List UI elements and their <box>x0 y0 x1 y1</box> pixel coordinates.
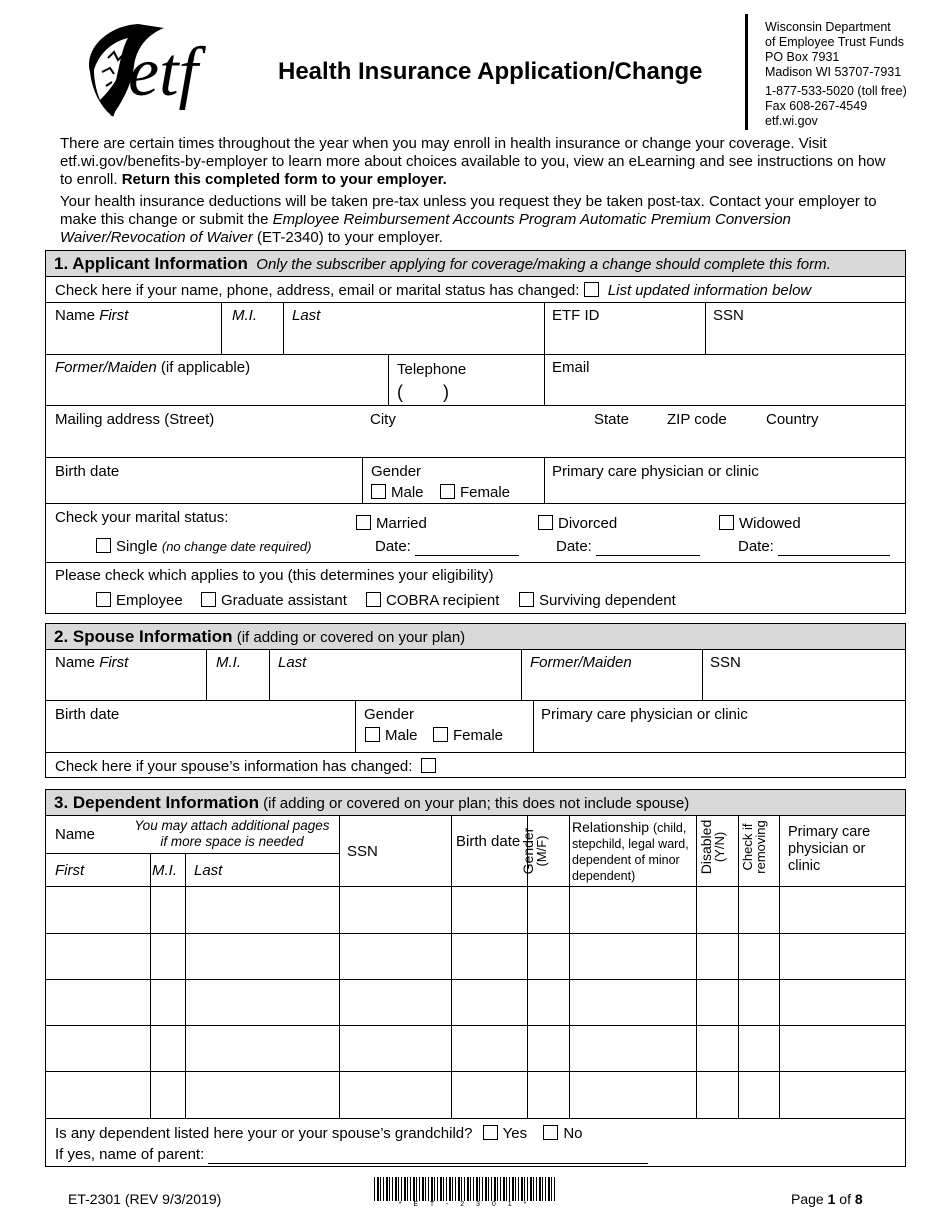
spouse-gender-female[interactable]: Female <box>433 727 503 744</box>
applicant-last-name-field[interactable]: Last <box>292 307 321 324</box>
section1-header: 1. Applicant Information Only the subscriber applying for coverage/making a change should complete this form. <box>45 250 906 277</box>
applicant-etf-id-field[interactable]: ETF ID <box>552 307 600 324</box>
dep-birth-header: Birth date <box>456 833 521 850</box>
dep-row-2[interactable] <box>46 934 905 978</box>
dep-row-1[interactable] <box>46 887 905 932</box>
spouse-first-name-field[interactable]: Name First <box>55 654 129 671</box>
eligibility-surviving-option[interactable]: Surviving dependent <box>519 592 676 609</box>
spouse-pcp-field[interactable]: Primary care physician or clinic <box>541 706 748 723</box>
female-checkbox <box>440 484 455 499</box>
applicant-gender-label: Gender <box>371 463 422 480</box>
male-checkbox <box>371 484 386 499</box>
spouse-birth-date-field[interactable]: Birth date <box>55 706 120 723</box>
single-checkbox <box>96 538 111 553</box>
intro-paragraph-2: Your health insurance deductions will be taken pre-tax unless you request they be taken post-tax. Contact your employer to make this change or submit the Employee Reimbursement Accounts Program Automatic Premium Conversion Waiver/Revocation of Waiver (ET-2340) to your employer. <box>60 193 877 246</box>
applicant-gender-female[interactable]: Female <box>440 484 510 501</box>
dep-pcp-header: Primary care physician or clinic <box>788 824 871 874</box>
divorced-date-field[interactable]: Date: <box>556 538 700 556</box>
dep-attach-note: You may attach additional pages if more space is needed <box>134 818 330 849</box>
etf-logo <box>76 20 251 130</box>
marital-single-option[interactable]: Single (no change date required) <box>96 538 311 555</box>
applicant-changed-checkbox[interactable] <box>584 282 599 297</box>
dep-first-header: First <box>55 862 85 879</box>
spouse-mi-field[interactable]: M.I. <box>216 654 241 671</box>
applicant-mi-field[interactable]: M.I. <box>232 307 257 324</box>
dep-row-3[interactable] <box>46 980 905 1024</box>
logo-text: etf <box>128 34 198 111</box>
header-divider <box>745 14 748 130</box>
applicant-former-name-field[interactable]: Former/Maiden (if applicable) <box>55 359 251 376</box>
married-date-field[interactable]: Date: <box>375 538 519 556</box>
eligibility-grad-option[interactable]: Graduate assistant <box>201 592 347 609</box>
applicant-telephone-field[interactable]: Telephone ( ) <box>397 361 467 402</box>
eligibility-label: Please check which applies to you (this determines your eligibility) <box>55 567 494 584</box>
widowed-checkbox <box>719 515 734 530</box>
divorced-checkbox <box>538 515 553 530</box>
parent-name-field[interactable]: If yes, name of parent: <box>55 1146 648 1164</box>
eligibility-cobra-option[interactable]: COBRA recipient <box>366 592 499 609</box>
grandchild-no[interactable]: No <box>543 1125 582 1142</box>
applicant-state-field[interactable]: State <box>594 411 630 428</box>
dep-last-header: Last <box>194 862 223 879</box>
barcode: * E T - 2 3 0 1 * <box>374 1177 556 1211</box>
applicant-pcp-field[interactable]: Primary care physician or clinic <box>552 463 759 480</box>
marital-widowed-option[interactable]: Widowed <box>719 515 801 532</box>
applicant-zip-field[interactable]: ZIP code <box>667 411 727 428</box>
applicant-birth-date-field[interactable]: Birth date <box>55 463 120 480</box>
applicant-street-field[interactable]: Mailing address (Street) <box>55 411 215 428</box>
applicant-first-name-field[interactable]: Name First <box>55 307 129 324</box>
spouse-gender-male[interactable]: Male <box>365 727 418 744</box>
applicant-country-field[interactable]: Country <box>766 411 819 428</box>
dep-name-header: Name <box>55 826 96 843</box>
dep-gender-header: Gender (M/F) <box>520 827 549 875</box>
section1-box <box>45 276 906 614</box>
section3-header: 3. Dependent Information (if adding or covered on your plan; this does not include spouse) <box>45 789 906 816</box>
dep-disabled-header: Disabled (Y/N) <box>698 819 727 875</box>
marital-divorced-option[interactable]: Divorced <box>538 515 617 532</box>
spouse-changed-label: Check here if your spouse’s information has changed: <box>55 758 441 775</box>
applicant-gender-male[interactable]: Male <box>371 484 424 501</box>
form-id: ET-2301 (REV 9/3/2019) <box>68 1191 222 1207</box>
spouse-ssn-field[interactable]: SSN <box>710 654 741 671</box>
page-number: Page 1 of 8 <box>791 1191 863 1207</box>
dep-ssn-header: SSN <box>347 843 378 860</box>
section2-header: 2. Spouse Information (if adding or covered on your plan) <box>45 623 906 650</box>
dep-relationship-header: Relationship (child, stepchild, legal ward, dependent of minor dependent) <box>572 819 689 883</box>
spouse-changed-checkbox[interactable] <box>421 758 436 773</box>
dep-removing-header: Check if removing <box>740 820 768 874</box>
dep-row-5[interactable] <box>46 1072 905 1117</box>
eligibility-employee-option[interactable]: Employee <box>96 592 183 609</box>
spouse-former-name-field[interactable]: Former/Maiden <box>530 654 632 671</box>
applicant-ssn-field[interactable]: SSN <box>713 307 744 324</box>
grandchild-yes[interactable]: Yes <box>483 1125 527 1142</box>
form-title: Health Insurance Application/Change <box>278 58 703 85</box>
applicant-changed-label: Check here if your name, phone, address, email or marital status has changed: List updated information below <box>55 282 812 299</box>
widowed-date-field[interactable]: Date: <box>738 538 890 556</box>
applicant-city-field[interactable]: City <box>370 411 396 428</box>
spouse-last-name-field[interactable]: Last <box>278 654 307 671</box>
grandchild-question: Is any dependent listed here your or your spouse’s grandchild? Yes No <box>55 1125 583 1142</box>
marital-married-option[interactable]: Married <box>356 515 427 532</box>
intro-paragraph-1: There are certain times throughout the year when you may enroll in health insurance or change your coverage. Visit etf.wi.gov/benefits-by-employer to learn more about choices available to you, view an eLearning and see instructions on how to enroll. Return this completed form to your employer. <box>60 135 886 188</box>
spouse-gender-label: Gender <box>364 706 415 723</box>
married-checkbox <box>356 515 371 530</box>
marital-status-label: Check your marital status: <box>55 509 229 526</box>
applicant-email-field[interactable]: Email <box>552 359 590 376</box>
agency-address: Wisconsin Department of Employee Trust Funds PO Box 7931 Madison WI 53707-7931 1-877-533-5020 (toll free) Fax 608-267-4549 etf.wi.gov <box>765 20 907 128</box>
dep-row-4[interactable] <box>46 1026 905 1070</box>
dep-mi-header: M.I. <box>152 862 177 879</box>
